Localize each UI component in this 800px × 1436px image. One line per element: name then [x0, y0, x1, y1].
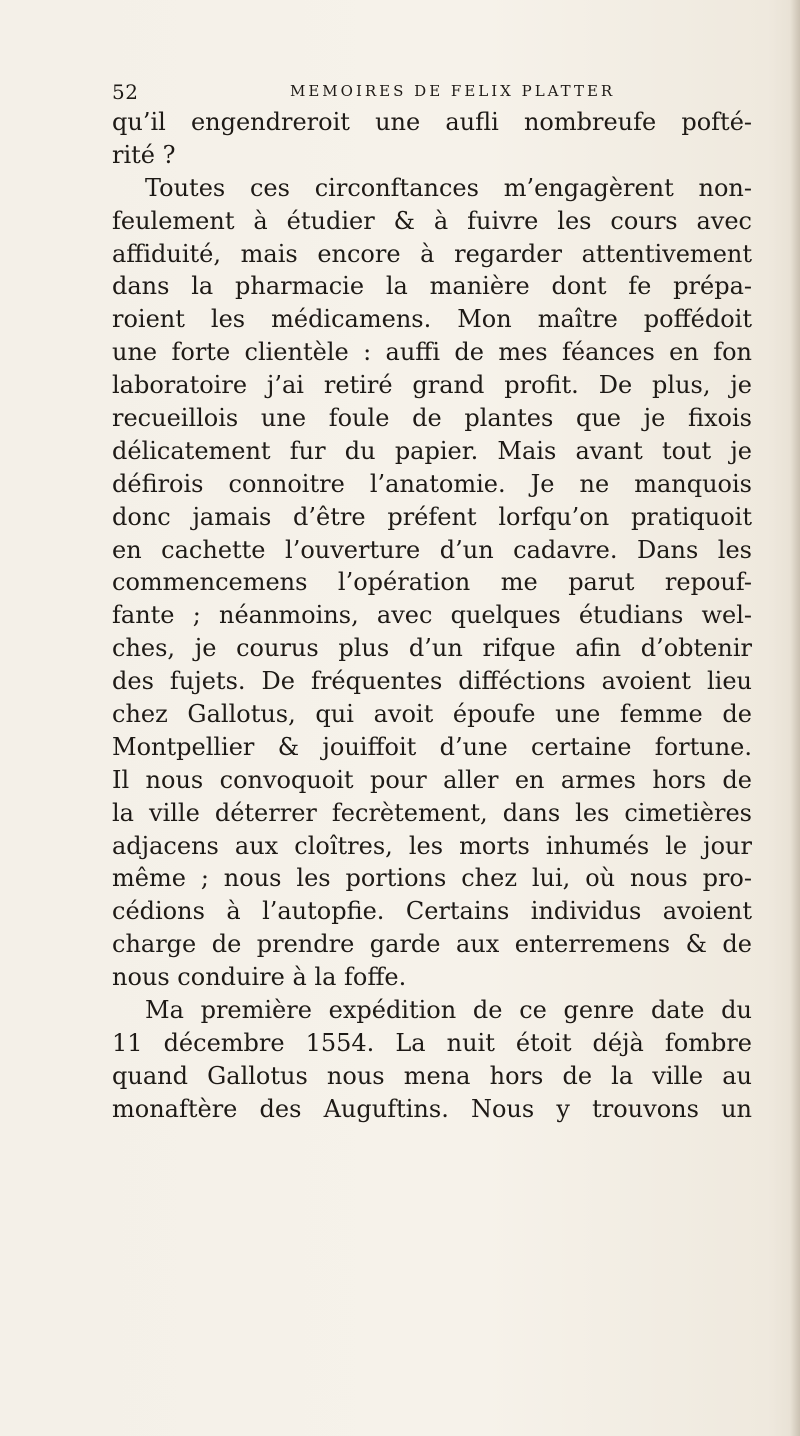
text-line: des fujets. De fréquentes difféctions avoient lieu: [112, 667, 752, 696]
text-line: quand Gallotus nous mena hors de la ville au: [112, 1061, 752, 1090]
text-line: roient les médicamens. Mon maître poffédoit: [112, 305, 752, 334]
text-line: donc jamais d’être préfent lorfqu’on pratiquoit: [112, 502, 752, 531]
text-line: dans la pharmacie la manière dont fe prépa-: [112, 272, 752, 301]
running-title: MEMOIRES DE FELIX PLATTER: [290, 82, 616, 100]
text-line: chez Gallotus, qui avoit époufe une femme de: [112, 700, 752, 729]
text-line: recueillois une foule de plantes que je fixois: [112, 404, 752, 433]
running-header: [112, 80, 632, 104]
text-line: une forte clientèle : auffi de mes féances en fon: [112, 338, 752, 367]
text-line: Il nous convoquoit pour aller en armes hors de: [112, 765, 752, 794]
text-line: 11 décembre 1554. La nuit étoit déjà fombre: [112, 1028, 752, 1057]
text-line: rité ?: [112, 140, 176, 169]
paragraph-start-line: Toutes ces circonftances m’engagèrent non-: [145, 173, 752, 202]
text-line: affiduité, mais encore à regarder attentivement: [112, 239, 752, 268]
text-line: nous conduire à la foffe.: [112, 963, 407, 992]
page-number: 52: [112, 80, 139, 104]
text-line: fante ; néanmoins, avec quelques étudians wel-: [112, 601, 752, 630]
text-line: charge de prendre garde aux enterremens & de: [112, 930, 752, 959]
text-line: laboratoire j’ai retiré grand profit. De plus, je: [112, 371, 752, 400]
page-edge-shadow: [790, 0, 800, 1436]
text-line: adjacens aux cloîtres, les morts inhumés le jour: [112, 831, 752, 860]
text-line: défirois connoitre l’anatomie. Je ne manquois: [112, 469, 752, 498]
text-line: commencemens l’opération me parut repouf-: [112, 568, 752, 597]
text-line: feulement à étudier & à fuivre les cours avec: [112, 206, 752, 235]
text-line: délicatement fur du papier. Mais avant tout je: [112, 436, 752, 465]
text-line: monaftère des Auguftins. Nous y trouvons un: [112, 1094, 752, 1123]
paragraph-start-line: Ma première expédition de ce genre date du: [145, 996, 752, 1025]
body-text: [112, 106, 752, 1126]
text-line: Montpellier & jouiffoit d’une certaine fortune.: [112, 732, 752, 761]
text-line: cédions à l’autopfie. Certains individus avoient: [112, 897, 752, 926]
text-line: la ville déterrer fecrètement, dans les cimetières: [112, 798, 752, 827]
text-line: en cachette l’ouverture d’un cadavre. Dans les: [112, 535, 752, 564]
text-line: même ; nous les portions chez lui, où nous pro-: [112, 864, 752, 893]
text-line: qu’il engendreroit une aufli nombreufe pofté-: [112, 108, 752, 136]
text-line: ches, je courus plus d’un rifque afin d’obtenir: [112, 634, 752, 663]
